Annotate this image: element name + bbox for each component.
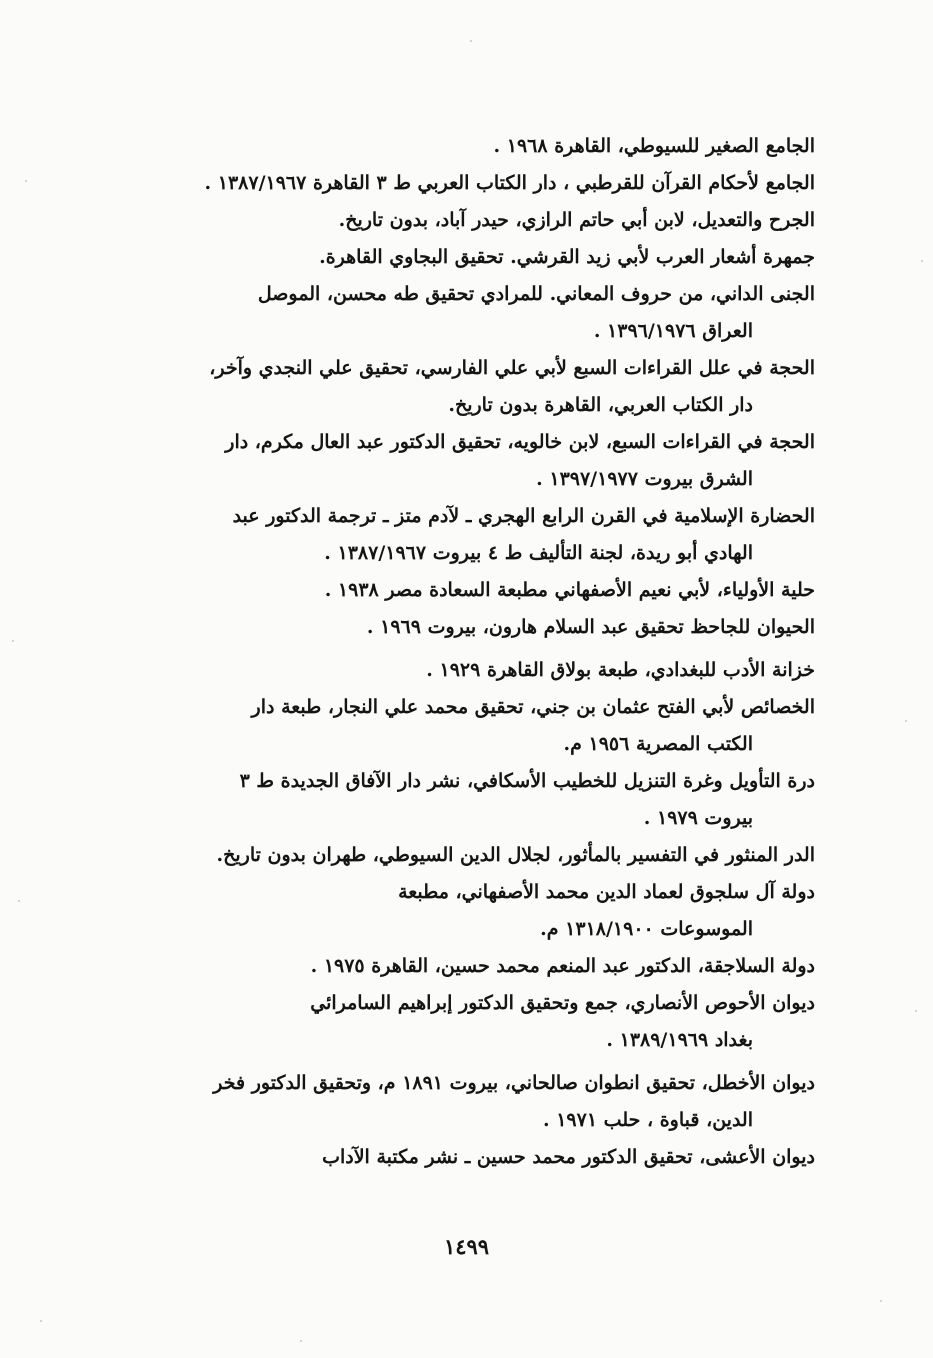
bibliography-entry bbox=[117, 239, 815, 276]
bibliography-entry bbox=[117, 276, 815, 350]
entry-line: الجرح والتعديل، لابن أبي حاتم الرازي، حيدر آباد، بدون تاريخ. bbox=[338, 209, 815, 231]
page-number: ١٤٩٩ bbox=[443, 1234, 490, 1259]
entry-continuation-line: دار الكتاب العربي، القاهرة بدون تاريخ. bbox=[448, 394, 753, 416]
bibliography-entry bbox=[117, 609, 815, 646]
scan-speck bbox=[915, 1010, 917, 1012]
scan-speck bbox=[12, 640, 14, 642]
bibliography-entry bbox=[117, 202, 815, 239]
entry-line: خزانة الأدب للبغدادي، طبعة بولاق القاهرة ١٩٢٩ . bbox=[426, 659, 815, 681]
entry-continuation-line: الشرق بيروت ١٣٩٧/١٩٧٧ . bbox=[536, 468, 753, 490]
scan-speck bbox=[880, 1300, 882, 1302]
entry-line: جمهرة أشعار العرب لأبي زيد القرشي. تحقيق البجاوي القاهرة. bbox=[319, 246, 815, 268]
bibliography-entry bbox=[117, 424, 815, 498]
entry-line: ديوان الأعشى، تحقيق الدكتور محمد حسين ـ نشر مكتبة الآداب bbox=[322, 1146, 815, 1168]
bibliography-list bbox=[117, 128, 815, 1176]
scan-speck bbox=[905, 720, 907, 722]
bibliography-entry bbox=[117, 652, 815, 689]
entry-line: الجنى الداني، من حروف المعاني. للمرادي تحقيق طه محسن، الموصل bbox=[257, 283, 815, 305]
entry-continuation-line: بغداد ١٣٨٩/١٩٦٩ . bbox=[606, 1029, 753, 1051]
bibliography-entry bbox=[117, 948, 815, 985]
bibliography-entry bbox=[117, 498, 815, 572]
entry-continuation-line: العراق ١٣٩٦/١٩٧٦ . bbox=[593, 320, 753, 342]
bibliography-entry bbox=[117, 1065, 815, 1139]
bibliography-entry bbox=[117, 128, 815, 165]
entry-continuation-line: الدين، قباوة ، حلب ١٩٧١ . bbox=[542, 1109, 753, 1131]
bibliography-entry bbox=[117, 837, 815, 874]
scan-speck bbox=[18, 900, 20, 902]
bibliography-entry bbox=[117, 350, 815, 424]
bibliography-entry bbox=[117, 1139, 815, 1176]
entry-line: الجامع لأحكام القرآن للقرطبي ، دار الكتاب العربي ط ٣ القاهرة ١٣٨٧/١٩٦٧ . bbox=[204, 172, 815, 194]
entry-line: الدر المنثور في التفسير بالمأثور، لجلال الدين السيوطي، طهران بدون تاريخ. bbox=[216, 844, 815, 866]
scan-speck bbox=[40, 1320, 42, 1322]
entry-continuation-line: الموسوعات ١٣١٨/١٩٠٠ م. bbox=[540, 918, 753, 940]
entry-line: الحيوان للجاحظ تحقيق عبد السلام هارون، بيروت ١٩٦٩ . bbox=[366, 616, 815, 638]
entry-continuation-line: الكتب المصرية ١٩٥٦ م. bbox=[563, 733, 753, 755]
entry-continuation-line: بيروت ١٩٧٩ . bbox=[643, 807, 753, 829]
bibliography-entry bbox=[117, 763, 815, 837]
entry-line: دولة السلاجقة، الدكتور عبد المنعم محمد حسين، القاهرة ١٩٧٥ . bbox=[310, 955, 815, 977]
entry-line: الجامع الصغير للسيوطي، القاهرة ١٩٦٨ . bbox=[493, 135, 815, 157]
entry-line: ديوان الأخطل، تحقيق انطوان صالحاني، بيروت ١٨٩١ م، وتحقيق الدكتور فخر bbox=[213, 1072, 815, 1094]
bibliography-entry bbox=[117, 689, 815, 763]
scan-speck bbox=[470, 40, 472, 42]
scan-speck bbox=[300, 1340, 302, 1342]
entry-line: الخصائص لأبي الفتح عثمان بن جني، تحقيق محمد علي النجار، طبعة دار bbox=[251, 696, 815, 718]
entry-continuation-line: الهادي أبو ريدة، لجنة التأليف ط ٤ بيروت ١٣٨٧/١٩٦٧ . bbox=[324, 542, 753, 564]
entry-line: دولة آل سلجوق لعماد الدين محمد الأصفهاني، مطبعة bbox=[398, 881, 815, 903]
bibliography-entry bbox=[117, 985, 815, 1059]
scan-speck bbox=[921, 260, 923, 262]
bibliography-entry bbox=[117, 874, 815, 948]
bibliography-entry bbox=[117, 572, 815, 609]
scan-speck bbox=[25, 180, 27, 182]
entry-line: ديوان الأحوص الأنصاري، جمع وتحقيق الدكتور إبراهيم السامرائي bbox=[310, 992, 815, 1014]
entry-line: الحضارة الإسلامية في القرن الرابع الهجري ـ لآدم متز ـ ترجمة الدكتور عبد bbox=[232, 505, 815, 527]
entry-line: الحجة في القراءات السبع، لابن خالويه، تحقيق الدكتور عبد العال مكرم، دار bbox=[225, 431, 815, 453]
entry-line: درة التأويل وغرة التنزيل للخطيب الأسكافي، نشر دار الآفاق الجديدة ط ٣ bbox=[239, 770, 815, 792]
entry-line: الحجة في علل القراءات السبع لأبي علي الفارسي، تحقيق علي النجدي وآخر، bbox=[209, 357, 815, 379]
bibliography-entry bbox=[117, 165, 815, 202]
entry-line: حلية الأولياء، لأبي نعيم الأصفهاني مطبعة السعادة مصر ١٩٣٨ . bbox=[324, 579, 815, 601]
